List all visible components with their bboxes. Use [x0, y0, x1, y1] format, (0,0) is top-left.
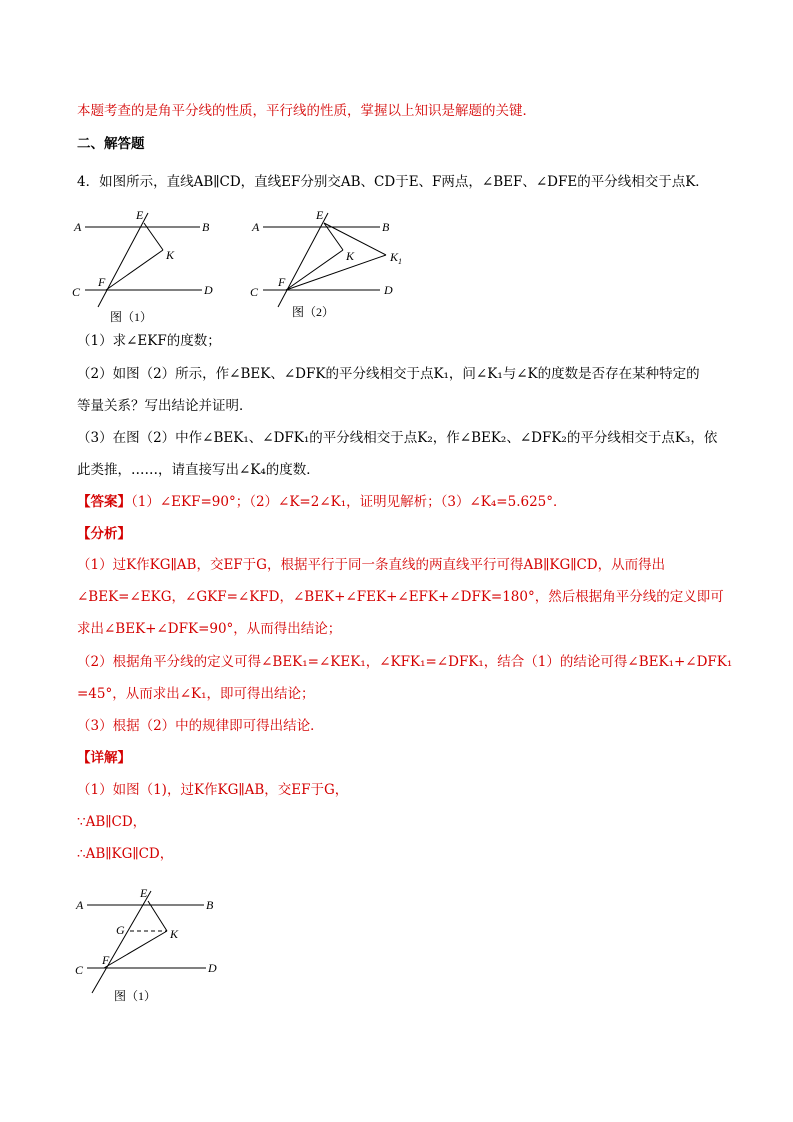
part-2b: 等量关系？写出结论并证明． — [77, 398, 253, 414]
fig2-label-k: K — [346, 249, 355, 263]
analysis-1c: 求出∠BEK+∠DFK=90°，从而得出结论； — [77, 621, 342, 637]
fig3-label-f: F — [102, 953, 110, 967]
fig1-label-k: K — [166, 248, 175, 262]
fig2-label-f: F — [278, 275, 286, 289]
fig3-label-e: E — [140, 886, 148, 900]
figure-2 — [248, 205, 418, 325]
analysis-tag: 【分析】 — [77, 526, 131, 542]
fig1-label-c: C — [72, 285, 81, 299]
fig2-label-e: E — [316, 208, 324, 222]
part-2a: （2）如图（2）所示，作∠BEK、∠DFK的平分线相交于点K₁，问∠K₁与∠K的度数是否存在某种特定的 — [77, 366, 700, 382]
answer-tag: 【答案】 — [77, 494, 131, 510]
answer-body: （1）∠EKF=90°；（2）∠K=2∠K₁，证明见解析；（3）∠K₄=5.625°． — [131, 494, 567, 510]
section-heading: 二、解答题 — [77, 136, 145, 152]
fig3-label-a: A — [76, 898, 84, 912]
fig3-caption: 图（1） — [114, 989, 157, 1003]
detail-1: （1）如图（1)，过K作KG∥AB，交EF于G， — [77, 782, 349, 798]
analysis-2b: =45°，从而求出∠K₁，即可得出结论； — [77, 686, 315, 702]
fig1-label-e: E — [136, 208, 144, 222]
fig2-caption: 图（2） — [292, 305, 335, 319]
detail-tag: 【详解】 — [77, 750, 131, 766]
analysis-1a: （1）过K作KG∥AB，交EF于G，根据平行于同一条直线的两直线平行可得AB∥KG∥CD，从而得出 — [77, 557, 666, 573]
intro-line: 本题考查的是角平分线的性质，平行线的性质，掌握以上知识是解题的关键． — [77, 103, 536, 119]
figure-3 — [72, 885, 232, 1010]
part-1: （1）求∠EKF的度数； — [77, 333, 221, 349]
fig3-label-c: C — [75, 963, 84, 977]
fig1-label-f: F — [98, 275, 106, 289]
fig2-label-c: C — [250, 285, 259, 299]
part-3b: 此类推，……，请直接写出∠K₄的度数． — [77, 462, 320, 478]
detail-2: ∵AB∥CD， — [77, 814, 147, 830]
fig2-label-b: B — [382, 220, 390, 234]
fig3-label-k: K — [170, 927, 179, 941]
analysis-3: （3）根据（2）中的规律即可得出结论． — [77, 718, 324, 734]
fig2-label-a: A — [252, 220, 260, 234]
detail-3: ∴AB∥KG∥CD， — [77, 846, 174, 862]
analysis-1b: ∠BEK=∠EKG，∠GKF=∠KFD，∠BEK+∠FEK+∠EFK+∠DFK=180°，然后根据角平分线的定义即可 — [77, 589, 724, 605]
fig1-caption: 图（1） — [110, 310, 153, 324]
fig3-label-d: D — [208, 961, 217, 975]
fig1-label-b: B — [202, 220, 210, 234]
part-3a: （3）在图（2）中作∠BEK₁、∠DFK₁的平分线相交于点K₂，作∠BEK₂、∠DFK₂的平分线相交于点K₃，依 — [77, 430, 718, 446]
question-4: 4．如图所示，直线AB∥CD，直线EF分别交AB、CD于E、F两点，∠BEF、∠DFE的平分线相交于点K． — [77, 174, 709, 190]
figure-1 — [70, 205, 230, 325]
fig1-label-d: D — [204, 283, 213, 297]
fig2-label-k1: $K_1$ — [390, 250, 403, 266]
answer-line — [77, 492, 737, 512]
fig2-label-d: D — [384, 283, 393, 297]
fig3-label-b: B — [206, 898, 214, 912]
analysis-2a: （2）根据角平分线的定义可得∠BEK₁=∠KEK₁，∠KFK₁=∠DFK₁，结合（1）的结论可得∠BEK₁+∠DFK₁ — [77, 654, 733, 670]
fig3-label-g: G — [116, 923, 125, 937]
fig1-label-a: A — [74, 220, 82, 234]
